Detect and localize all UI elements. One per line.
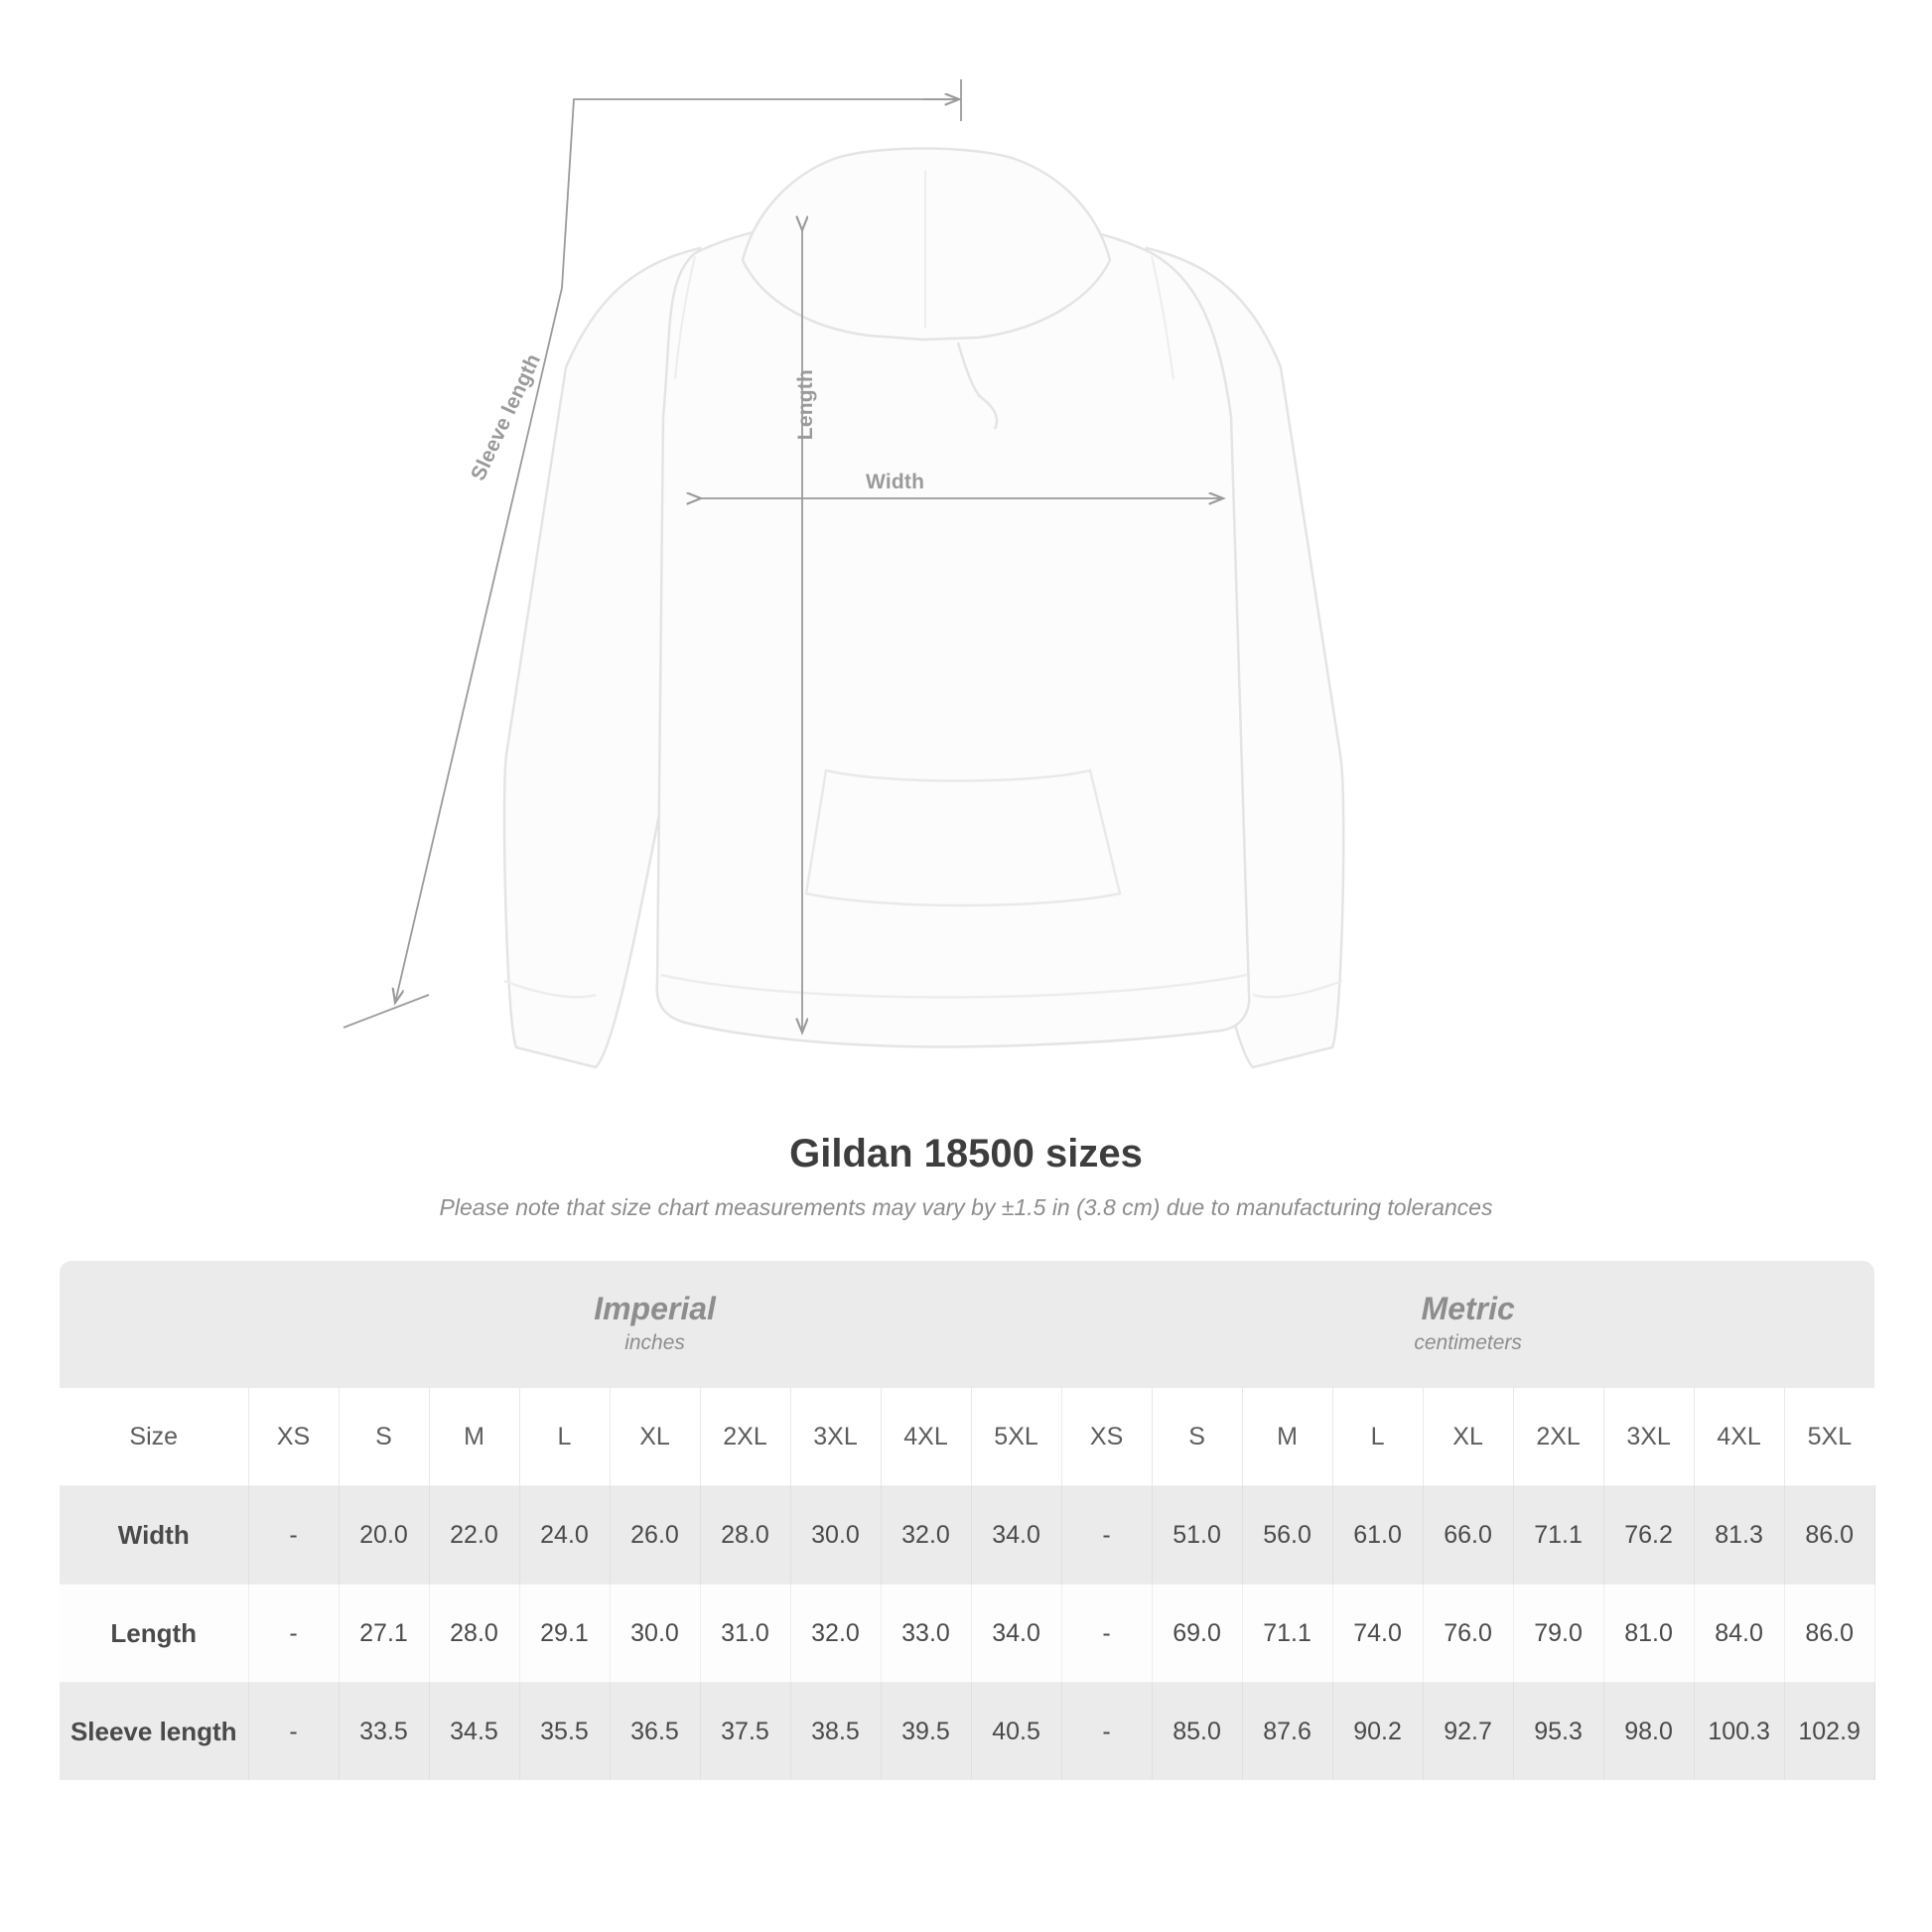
- table-row: [60, 1683, 1874, 1781]
- cell-width-imperial-4xl: 32.0: [881, 1486, 971, 1585]
- unit-group-imperial: [248, 1261, 1061, 1388]
- cell-length-imperial-3xl: 32.0: [790, 1585, 881, 1683]
- hoodie-shape: [504, 149, 1343, 1068]
- size-header-imperial-4xl: 4XL: [881, 1388, 971, 1486]
- cell-width-imperial-s: 20.0: [339, 1486, 429, 1585]
- row-label-width: Width: [60, 1486, 248, 1585]
- size-header-metric-2xl: 2XL: [1513, 1388, 1603, 1486]
- cell-sleeve-imperial-s: 33.5: [339, 1683, 429, 1781]
- cell-sleeve-imperial-xl: 36.5: [610, 1683, 700, 1781]
- cell-sleeve-metric-l: 90.2: [1332, 1683, 1423, 1781]
- cell-length-metric-4xl: 84.0: [1694, 1585, 1784, 1683]
- size-header-imperial-s: S: [339, 1388, 429, 1486]
- unit-imperial-sub: inches: [624, 1330, 685, 1354]
- size-header-metric-m: M: [1242, 1388, 1332, 1486]
- cell-width-metric-s: 51.0: [1152, 1486, 1242, 1585]
- unit-metric-name: Metric: [1421, 1290, 1515, 1326]
- cell-sleeve-metric-m: 87.6: [1242, 1683, 1332, 1781]
- cell-sleeve-imperial-3xl: 38.5: [790, 1683, 881, 1781]
- size-header-imperial-m: M: [429, 1388, 519, 1486]
- cell-width-metric-4xl: 81.3: [1694, 1486, 1784, 1585]
- cell-width-imperial-l: 24.0: [519, 1486, 610, 1585]
- size-header-imperial-l: L: [519, 1388, 610, 1486]
- cell-width-imperial-5xl: 34.0: [971, 1486, 1061, 1585]
- cell-width-metric-3xl: 76.2: [1603, 1486, 1694, 1585]
- page-title: Gildan 18500 sizes: [789, 1132, 1143, 1175]
- cell-width-metric-l: 61.0: [1332, 1486, 1423, 1585]
- cell-sleeve-imperial-5xl: 40.5: [971, 1683, 1061, 1781]
- tolerance-note: Please note that size chart measurements may vary by ±1.5 in (3.8 cm) due to manufacturing tolerances: [439, 1194, 1493, 1220]
- table-row: [60, 1486, 1874, 1585]
- cell-sleeve-imperial-2xl: 37.5: [700, 1683, 790, 1781]
- size-header-row: [60, 1388, 1874, 1486]
- sleeve-length-label: Sleeve length: [467, 349, 546, 484]
- cell-sleeve-metric-s: 85.0: [1152, 1683, 1242, 1781]
- cell-length-imperial-4xl: 33.0: [881, 1585, 971, 1683]
- length-label: Length: [794, 369, 817, 441]
- size-header-metric-3xl: 3XL: [1603, 1388, 1694, 1486]
- cell-length-metric-xs: -: [1061, 1585, 1152, 1683]
- cell-sleeve-metric-2xl: 95.3: [1513, 1683, 1603, 1781]
- cell-length-metric-xl: 76.0: [1423, 1585, 1513, 1683]
- size-header-metric-xs: XS: [1061, 1388, 1152, 1486]
- cell-width-imperial-m: 22.0: [429, 1486, 519, 1585]
- cell-width-metric-5xl: 86.0: [1784, 1486, 1874, 1585]
- cell-width-metric-2xl: 71.1: [1513, 1486, 1603, 1585]
- size-header-metric-xl: XL: [1423, 1388, 1513, 1486]
- size-header-metric-s: S: [1152, 1388, 1242, 1486]
- cell-length-metric-5xl: 86.0: [1784, 1585, 1874, 1683]
- unit-imperial-name: Imperial: [594, 1290, 716, 1326]
- row-label-sleeve-length: Sleeve length: [60, 1683, 248, 1781]
- size-header-metric-5xl: 5XL: [1784, 1388, 1874, 1486]
- size-header-metric-4xl: 4XL: [1694, 1388, 1784, 1486]
- cell-width-metric-xl: 66.0: [1423, 1486, 1513, 1585]
- cell-length-imperial-xs: -: [248, 1585, 339, 1683]
- cell-length-metric-s: 69.0: [1152, 1585, 1242, 1683]
- cell-length-metric-m: 71.1: [1242, 1585, 1332, 1683]
- cell-width-imperial-2xl: 28.0: [700, 1486, 790, 1585]
- cell-sleeve-imperial-xs: -: [248, 1683, 339, 1781]
- width-label: Width: [866, 471, 925, 493]
- cell-sleeve-imperial-m: 34.5: [429, 1683, 519, 1781]
- cell-length-metric-3xl: 81.0: [1603, 1585, 1694, 1683]
- cell-length-imperial-2xl: 31.0: [700, 1585, 790, 1683]
- unit-group-metric: [1061, 1261, 1874, 1388]
- cell-width-metric-m: 56.0: [1242, 1486, 1332, 1585]
- cell-length-imperial-l: 29.1: [519, 1585, 610, 1683]
- cell-sleeve-imperial-4xl: 39.5: [881, 1683, 971, 1781]
- cell-length-imperial-xl: 30.0: [610, 1585, 700, 1683]
- cell-length-metric-l: 74.0: [1332, 1585, 1423, 1683]
- cell-sleeve-metric-xl: 92.7: [1423, 1683, 1513, 1781]
- cell-length-metric-2xl: 79.0: [1513, 1585, 1603, 1683]
- unit-spacer: [60, 1261, 248, 1388]
- size-header-imperial-xl: XL: [610, 1388, 700, 1486]
- cell-length-imperial-m: 28.0: [429, 1585, 519, 1683]
- cell-width-imperial-xl: 26.0: [610, 1486, 700, 1585]
- cell-sleeve-metric-3xl: 98.0: [1603, 1683, 1694, 1781]
- cell-length-imperial-s: 27.1: [339, 1585, 429, 1683]
- size-header-label: Size: [60, 1388, 248, 1486]
- size-header-imperial-xs: XS: [248, 1388, 339, 1486]
- cell-width-metric-xs: -: [1061, 1486, 1152, 1585]
- cell-sleeve-imperial-l: 35.5: [519, 1683, 610, 1781]
- cell-width-imperial-xs: -: [248, 1486, 339, 1585]
- table-row: [60, 1585, 1874, 1683]
- unit-metric-sub: centimeters: [1414, 1330, 1522, 1354]
- size-chart-table: [60, 1261, 1875, 1780]
- cell-width-imperial-3xl: 30.0: [790, 1486, 881, 1585]
- unit-header-row: [60, 1261, 1874, 1388]
- title-block: [0, 1132, 1932, 1221]
- size-header-imperial-2xl: 2XL: [700, 1388, 790, 1486]
- cell-length-imperial-5xl: 34.0: [971, 1585, 1061, 1683]
- size-header-metric-l: L: [1332, 1388, 1423, 1486]
- row-label-length: Length: [60, 1585, 248, 1683]
- size-header-imperial-3xl: 3XL: [790, 1388, 881, 1486]
- size-table-wrapper: [60, 1261, 1872, 1780]
- cell-sleeve-metric-5xl: 102.9: [1784, 1683, 1874, 1781]
- cell-sleeve-metric-4xl: 100.3: [1694, 1683, 1784, 1781]
- size-header-imperial-5xl: 5XL: [971, 1388, 1061, 1486]
- cell-sleeve-metric-xs: -: [1061, 1683, 1152, 1781]
